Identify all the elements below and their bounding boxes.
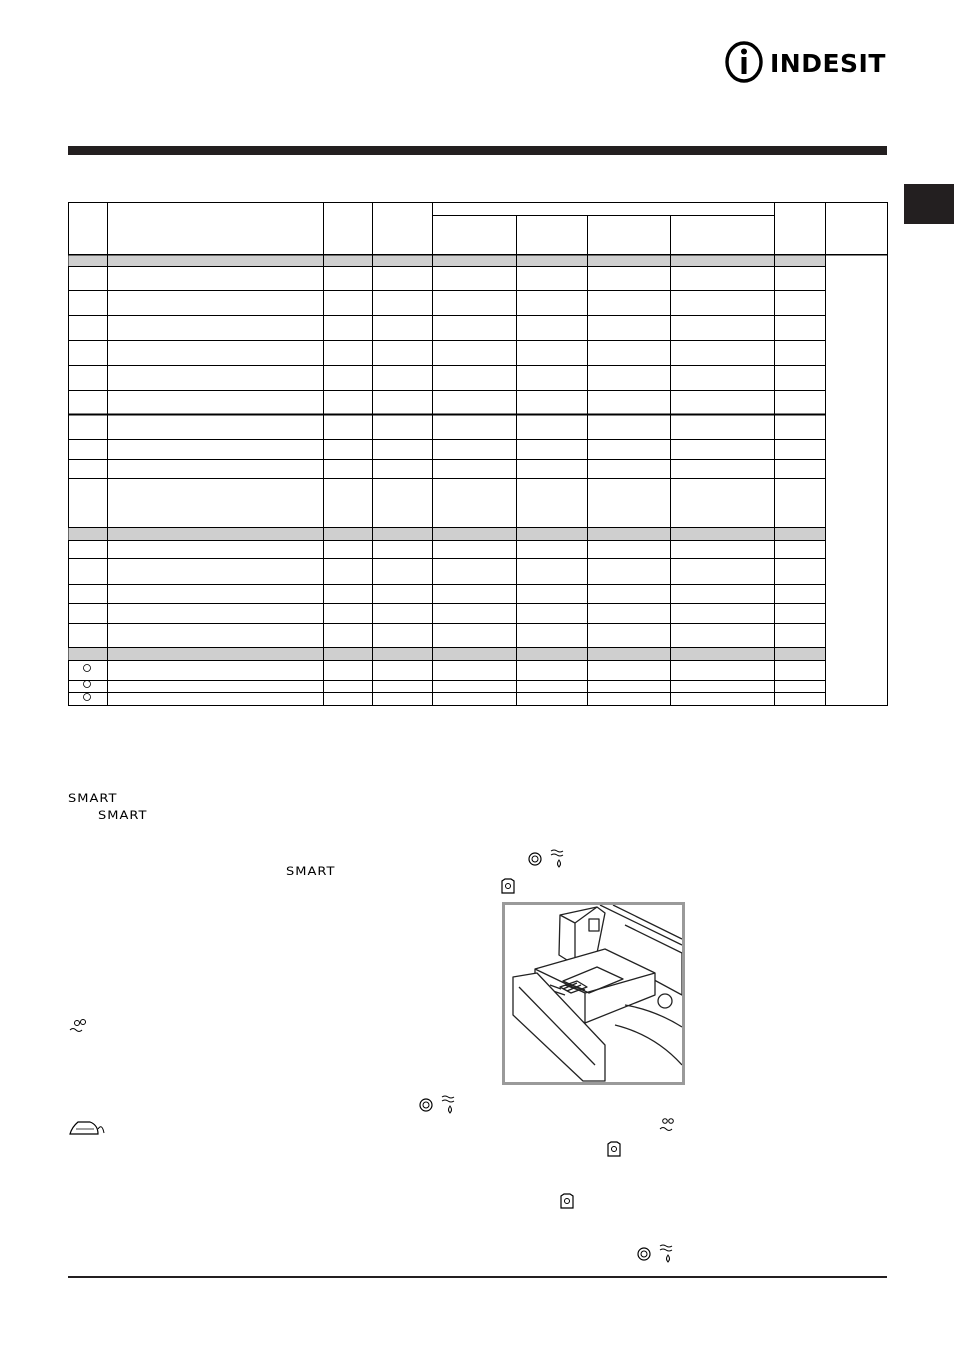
spin-drain-icons-3 — [634, 1243, 682, 1265]
table-grid — [69, 203, 888, 706]
wash-load-icon-2 — [658, 1116, 678, 1134]
detergent-icon — [498, 876, 518, 896]
spin-drain-icons — [525, 848, 573, 870]
wash-load-icon — [84, 665, 91, 672]
wash-load-icon — [68, 1018, 88, 1034]
section-band — [69, 255, 826, 267]
spin-icon — [84, 681, 91, 688]
detergent-drawer-illustration — [502, 902, 685, 1085]
table-border — [69, 203, 888, 706]
detergent-icon-3 — [557, 1191, 577, 1211]
section-band — [69, 648, 826, 661]
smart-label-1: SMART — [68, 792, 118, 806]
section-band — [69, 528, 826, 541]
smart-label-2: SMART — [98, 809, 148, 823]
drain-icon — [84, 694, 91, 701]
detergent-icon-2 — [604, 1139, 624, 1159]
spin-drain-icons-2 — [416, 1094, 464, 1116]
drawer-drawing — [505, 905, 682, 1082]
easy-iron-icon — [68, 1119, 106, 1137]
smart-label-3: SMART — [286, 865, 336, 879]
footer-rule — [68, 1276, 887, 1278]
brand-name: INDESIT — [770, 49, 886, 78]
